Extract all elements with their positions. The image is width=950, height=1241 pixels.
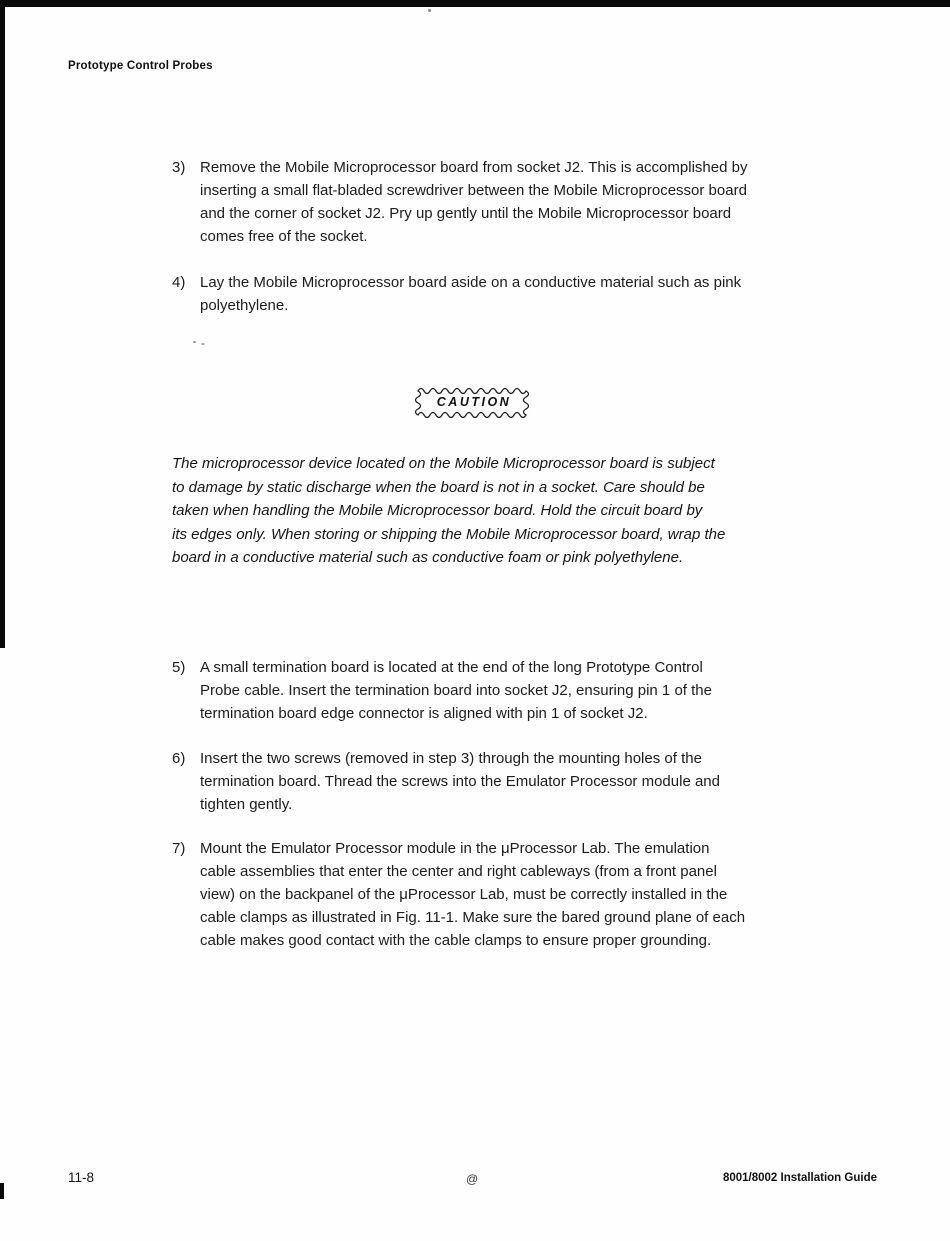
caution-label: CAUTION — [436, 395, 512, 409]
text-line: inserting a small flat-bladed screwdriver between the Mobile Microprocessor board — [200, 182, 747, 199]
step-item-6 — [172, 747, 720, 816]
text-line: view) on the backpanel of the μProcessor Lab, must be correctly installed in the — [200, 886, 728, 903]
text-line: The microprocessor device located on the Mobile Microprocessor board is subject — [172, 455, 715, 472]
step-number: 6) — [172, 750, 186, 767]
text-line: cable assemblies that enter the center and right cableways (from a front panel — [200, 863, 717, 880]
text-line: cable clamps as illustrated in Fig. 11-1. Make sure the bared ground plane of each — [200, 909, 746, 926]
step-number: 7) — [172, 840, 186, 857]
text-line: and the corner of socket J2. Pry up gently until the Mobile Microprocessor board — [200, 205, 732, 222]
text-line: board in a conductive material such as conductive foam or pink polyethylene. — [172, 549, 684, 566]
text-line: Remove the Mobile Microprocessor board from socket J2. This is accomplished by — [200, 159, 748, 176]
page-number: 11-8 — [68, 1170, 95, 1185]
text-line: termination board edge connector is aligned with pin 1 of socket J2. — [200, 705, 648, 722]
text-line: to damage by static discharge when the board is not in a socket. Care should be — [172, 478, 705, 496]
step-item-4 — [172, 271, 741, 317]
caution-paragraph — [172, 452, 725, 570]
scan-speck — [193, 341, 196, 343]
scan-artifact-top-edge — [0, 0, 950, 7]
text-line: Mount the Emulator Processor module in the μProcessor Lab. The emulation — [200, 840, 710, 857]
text-line: Probe cable. Insert the termination board into socket J2, ensuring pin 1 of the — [200, 682, 712, 699]
text-line: tighten gently. — [200, 796, 293, 813]
text-line: termination board. Thread the screws into the Emulator Processor module and — [200, 773, 720, 790]
scan-artifact-left-edge — [0, 0, 5, 648]
step-number: 5) — [172, 659, 186, 676]
scan-artifact-mark — [0, 1183, 4, 1199]
running-header: Prototype Control Probes — [68, 60, 213, 72]
text-line: Lay the Mobile Microprocessor board aside on a conductive material such as pink — [200, 274, 742, 291]
step-item-5 — [172, 656, 712, 725]
step-text — [200, 271, 741, 317]
text-line: Insert the two screws (removed in step 3) through the mounting holes of the — [200, 750, 702, 767]
step-text — [200, 747, 720, 816]
text-line: polyethylene. — [200, 297, 289, 314]
footer-center-mark: @ — [466, 1172, 479, 1186]
step-number: 3) — [172, 159, 186, 176]
scan-speck — [201, 343, 205, 345]
step-item-7 — [172, 837, 745, 952]
text-line: comes free of the socket. — [200, 228, 368, 245]
step-number: 4) — [172, 274, 186, 291]
step-item-3 — [172, 156, 747, 248]
caution-box — [411, 382, 535, 422]
step-text — [200, 156, 747, 248]
text-line: taken when handling the Mobile Microprocessor board. Hold the circuit board by — [172, 502, 703, 519]
step-text — [200, 837, 745, 952]
text-line: cable makes good contact with the cable clamps to ensure proper grounding. — [200, 932, 712, 949]
footer-guide-title: 8001/8002 Installation Guide — [722, 1172, 877, 1184]
step-text — [200, 656, 712, 725]
text-line: A small termination board is located at the end of the long Prototype Control — [200, 659, 703, 676]
text-line: its edges only. When storing or shipping the Mobile Microprocessor board, wrap the — [172, 525, 726, 543]
scan-speck — [428, 9, 431, 12]
